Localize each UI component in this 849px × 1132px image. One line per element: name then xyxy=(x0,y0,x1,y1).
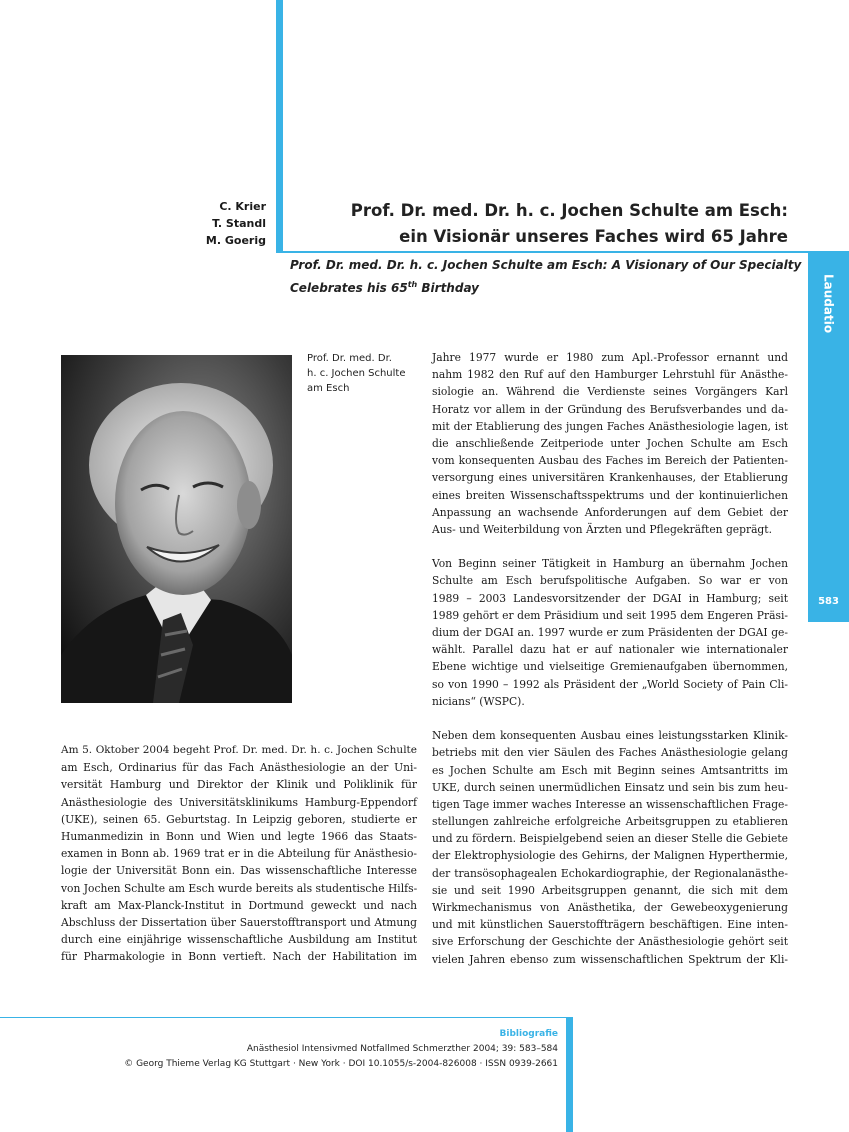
text-line: es Jochen Schulte am Esch mit Beginn seines Amtsantritts im xyxy=(432,763,788,777)
text-line: von Jochen Schulte am Esch wurde bereits als studentische Hilfs- xyxy=(61,881,418,895)
author-name: C. Krier xyxy=(219,200,266,213)
text-line: der transösophagealen Echokardiographie, der Regionalanästhe- xyxy=(432,866,788,880)
text-line: Abschluss der Dissertation über Sauerstofftransport und Atmung xyxy=(61,915,417,929)
bibliography-publisher: © Georg Thieme Verlag KG Stuttgart · New York · DOI 10.1055/s-2004-826008 · ISSN 0939-2661 xyxy=(124,1059,558,1069)
author-name: M. Goerig xyxy=(205,234,266,247)
text-line: Am 5. Oktober 2004 begeht Prof. Dr. med. Dr. h. c. Jochen Schulte xyxy=(61,744,417,756)
text-line: tigen Tage immer waches Interesse an wissenschaftlichen Frage- xyxy=(432,797,788,811)
text-line: vielen Jahren ebenso zum wissenschaftlichen Spektrum der Kli- xyxy=(432,952,788,966)
text-line: (UKE), seinen 65. Geburtstag. In Leipzig geboren, studierte er xyxy=(61,812,417,826)
body-column-right xyxy=(432,349,788,968)
section-side-tab xyxy=(808,252,849,622)
text-line: betriebs mit den vier Säulen des Faches Anästhesiologie gelang xyxy=(432,746,788,760)
subtitle-line xyxy=(290,275,790,298)
footer-vertical-bar xyxy=(566,1017,573,1132)
text-line: Ebene wichtige und vielseitige Gremienaufgaben übernommen, xyxy=(432,660,788,674)
text-line: wählt. Parallel dazu hat er auf nationaler wie internationaler xyxy=(432,643,788,657)
text-line: und zu fördern. Beispielgebend seien an dieser Stelle die Gebiete xyxy=(432,832,788,846)
text-line: stellungen zahlreiche erfolgreiche Arbeitsgruppen zu etablieren xyxy=(432,815,788,829)
paragraph-gap xyxy=(432,710,788,727)
text-line: die anschließende Zeitperiode unter Jochen Schulte am Esch xyxy=(432,436,788,450)
header-horizontal-rule xyxy=(276,251,849,253)
text-line: vom konsequenten Ausbau des Faches im Bereich der Patienten- xyxy=(432,454,788,468)
text-line: so von 1990 – 1992 als Präsident der „World Society of Pain Cli- xyxy=(432,677,788,691)
text-line: versorgung eines universitären Krankenhauses, der Etablierung xyxy=(432,471,788,485)
title-line: ein Visionär unseres Faches wird 65 Jahre xyxy=(399,227,788,246)
text-line: Anästhesiologie des Universitätsklinikums Hamburg-Eppendorf xyxy=(61,795,417,809)
text-line: Anpassung an wachsende Anforderungen auf dem Gebiet der xyxy=(432,505,788,519)
author-name: T. Standl xyxy=(212,217,266,230)
text-line: UKE, durch seinen unermüdlichen Einsatz und sein bis zum heu- xyxy=(432,780,788,794)
text-line: kraft am Max-Planck-Institut in Dortmund geweckt und nach xyxy=(61,898,417,912)
photo-caption xyxy=(307,351,419,396)
author-list xyxy=(170,198,266,249)
caption-line: h. c. Jochen Schulte xyxy=(307,368,406,379)
subtitle-text: Birthday xyxy=(417,281,479,295)
bibliography-block xyxy=(60,1027,558,1072)
text-line: Humanmedizin in Bonn und Wien und legte 1966 das Staats- xyxy=(61,829,417,843)
section-label: Laudatio xyxy=(821,274,836,334)
title-line: Prof. Dr. med. Dr. h. c. Jochen Schulte am Esch: xyxy=(350,201,788,220)
text-line: mit der Etablierung des jungen Faches Anästhesiologie lagen, ist xyxy=(432,419,788,433)
text-line: Horatz vor allem in der Gründung des Berufsverbandes und da- xyxy=(432,402,788,416)
body-column-left xyxy=(61,742,417,965)
text-line: und mit künstlichen Sauerstoffträgern beschäftigen. Eine inten- xyxy=(432,918,788,932)
text-line: dium der DGAI an. 1997 wurde er zum Präsidenten der DGAI ge- xyxy=(432,626,788,639)
text-line: logie der Universität Bonn ein. Das wissenschaftliche Interesse xyxy=(61,864,417,878)
subtitle-line: Prof. Dr. med. Dr. h. c. Jochen Schulte am Esch: A Visionary of Our Specialty xyxy=(290,258,802,272)
text-line: Aus- und Weiterbildung von Ärzten und Pflegekräften geprägt. xyxy=(432,522,772,536)
text-line: siologie an. Während die Verdienste seines Vorgängers Karl xyxy=(432,385,788,399)
portrait-photo xyxy=(61,355,292,703)
text-line: Schulte am Esch berufspolitische Aufgaben. So war er von xyxy=(432,574,788,588)
paragraph-gap xyxy=(432,538,788,555)
text-line: Von Beginn seiner Tätigkeit in Hamburg an übernahm Jochen xyxy=(432,557,788,571)
text-line: am Esch, Ordinarius für das Fach Anästhesiologie an der Uni- xyxy=(61,761,417,775)
text-line: Neben dem konsequenten Ausbau eines leistungsstarken Klinik- xyxy=(432,729,788,743)
text-line: nicians“ (WSPC). xyxy=(432,694,525,708)
text-line: der Elektrophysiologie des Gehirns, der Malignen Hyperthermie, xyxy=(432,849,788,863)
text-line: 1989 gehört er dem Präsidium und seit 1995 dem Engeren Präsi- xyxy=(432,608,788,622)
text-line: Wirkmechanismus von Anästhetika, der Gewebeoxygenierung xyxy=(432,901,788,914)
subtitle-text: Celebrates his 65 xyxy=(290,281,408,295)
text-line: nahm 1982 den Ruf auf den Hamburger Lehrstuhl für Anästhe- xyxy=(432,368,788,382)
caption-line: Prof. Dr. med. Dr. xyxy=(307,353,392,364)
footer-horizontal-rule xyxy=(0,1017,573,1018)
text-line: versität Hamburg und Direktor der Klinik und Poliklinik für xyxy=(61,778,417,792)
page-number: 583 xyxy=(818,596,839,607)
article-title xyxy=(290,198,788,250)
english-subtitle xyxy=(290,256,802,298)
text-line: durch eine einjährige wissenschaftliche Ausbildung am Institut xyxy=(61,933,417,947)
bibliography-heading: Bibliografie xyxy=(499,1029,558,1039)
text-line: für Pharmakologie in Bonn vertieft. Nach der Habilitation im xyxy=(61,950,417,964)
bibliography-citation: Anästhesiol Intensivmed Notfallmed Schmerzther 2004; 39: 583–584 xyxy=(246,1044,558,1054)
text-line: Jahre 1977 wurde er 1980 zum Apl.-Professor ernannt und xyxy=(432,351,788,364)
text-line: examen in Bonn ab. 1969 trat er in die Abteilung für Anästhesio- xyxy=(61,847,417,861)
text-line: eines breiten Wissenschaftsspektrums und der kontinuierlichen xyxy=(432,488,788,502)
subtitle-superscript: th xyxy=(407,280,418,289)
header-vertical-bar xyxy=(276,0,283,252)
text-line: sie und seit 1990 Arbeitsgruppen genannt, die sich mit dem xyxy=(432,883,788,897)
text-line: 1989 – 2003 Landesvorsitzender der DGAI in Hamburg; seit xyxy=(432,591,788,605)
text-line: sive Erforschung der Geschichte der Anästhesiologie gehört seit xyxy=(432,935,788,949)
caption-line: am Esch xyxy=(307,383,350,394)
